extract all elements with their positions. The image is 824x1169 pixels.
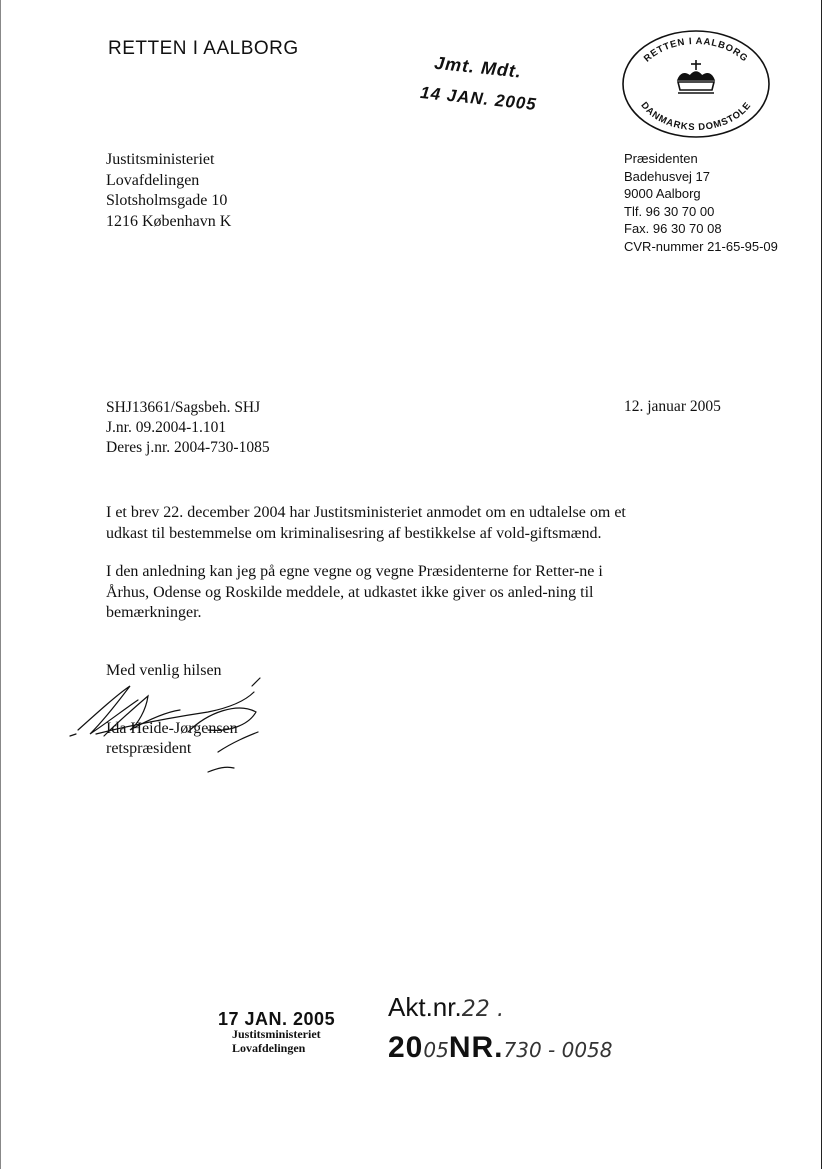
nr-label: NR. bbox=[448, 1031, 504, 1064]
sender-cvr: CVR-nummer 21-65-95-09 bbox=[624, 238, 778, 254]
scan-edge-left bbox=[0, 0, 1, 1169]
ministry-stamp-line: Lovafdelingen bbox=[232, 1041, 306, 1055]
seal-top-text: RETTEN I AALBORG bbox=[641, 35, 751, 65]
recipient-line: Slotsholmsgade 10 bbox=[106, 192, 228, 209]
signer-name: Ida Heide-Jørgensen bbox=[106, 719, 238, 737]
received-stamp bbox=[419, 52, 538, 115]
seal-bottom-text: DANMARKS DOMSTOLE bbox=[638, 100, 754, 134]
sender-title: Præsidenten bbox=[624, 151, 698, 166]
recipient-line: Justitsministeriet bbox=[106, 151, 215, 168]
crown-icon bbox=[678, 60, 714, 93]
sender-address bbox=[624, 150, 778, 255]
akt-prefix: Akt.nr. bbox=[388, 992, 462, 1022]
letter-body bbox=[106, 503, 646, 642]
recipient-line: 1216 København K bbox=[106, 212, 232, 230]
body-paragraph: I den anledning kan jeg på egne vegne og vegne Præsidenterne for Retter-ne i Århus, Odense og Roskilde meddele, at udkastet ikke giver os anled-ning til bemærkninger. bbox=[106, 563, 603, 621]
received-stamp-date: 14 JAN. 2005 bbox=[419, 82, 538, 115]
body-paragraph: I et brev 22. december 2004 har Justitsministeriet anmodet om en udtalelse om et udkast til bestemmelse om kriminalisesring af bestikkelse af vold-giftsmænd. bbox=[106, 504, 626, 542]
reference-line: J.nr. 09.2004-1.101 bbox=[106, 419, 227, 436]
court-seal-icon bbox=[620, 28, 772, 140]
case-number-line bbox=[388, 1031, 613, 1065]
ministry-stamp-date: 17 JAN. 2005 bbox=[218, 1009, 336, 1029]
signer-title: retspræsident bbox=[106, 740, 192, 757]
ministry-received-stamp bbox=[218, 1009, 336, 1055]
letter-date: 12. januar 2005 bbox=[624, 398, 721, 415]
file-number-stamp bbox=[388, 992, 613, 1065]
reference-line: SHJ13661/Sagsbeh. SHJ bbox=[106, 399, 261, 416]
received-stamp-label: Jmt. Mdt. bbox=[433, 52, 523, 82]
closing-greeting: Med venlig hilsen bbox=[106, 662, 222, 679]
ministry-stamp-line: Justitsministeriet bbox=[232, 1027, 321, 1041]
handwritten-signature-icon bbox=[68, 672, 278, 782]
case-number-handwritten: 730 - 0058 bbox=[503, 1038, 613, 1062]
year-handwritten: 05 bbox=[423, 1038, 449, 1062]
akt-number-handwritten: 22 bbox=[461, 997, 490, 1022]
recipient-line: Lovafdelingen bbox=[106, 171, 200, 189]
reference-line: Deres j.nr. 2004-730-1085 bbox=[106, 439, 270, 456]
sender-fax: Fax. 96 30 70 08 bbox=[624, 221, 722, 236]
year-prefix: 20 bbox=[388, 1031, 424, 1064]
sender-phone: Tlf. 96 30 70 00 bbox=[624, 203, 715, 219]
akt-number-line: Akt.nr.22 . bbox=[388, 992, 504, 1022]
court-name: RETTEN I AALBORG bbox=[108, 38, 299, 59]
sender-city: 9000 Aalborg bbox=[624, 186, 701, 201]
sender-street: Badehusvej 17 bbox=[624, 168, 711, 184]
reference-block bbox=[106, 398, 270, 458]
scan-edge-right bbox=[821, 0, 822, 1169]
recipient-address bbox=[106, 150, 231, 232]
